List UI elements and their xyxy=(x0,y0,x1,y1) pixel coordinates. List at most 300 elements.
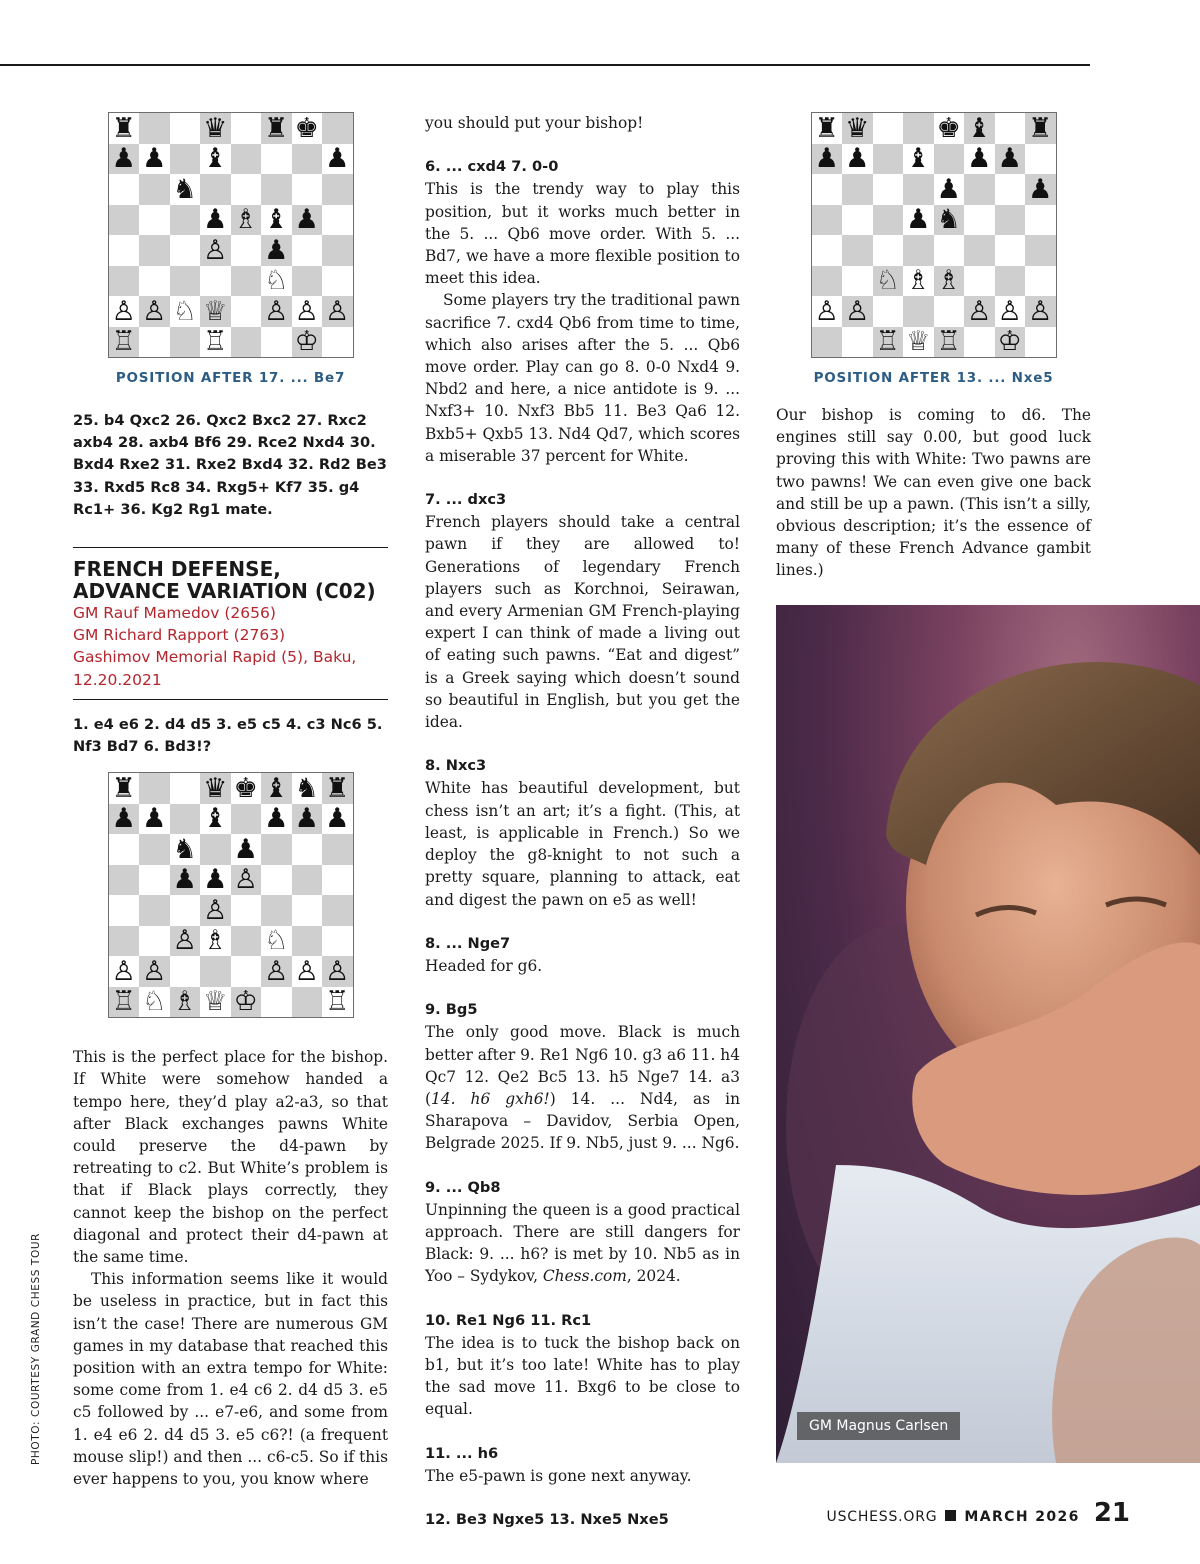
black-queen-icon: ♛ xyxy=(203,112,228,144)
board-square xyxy=(231,174,262,205)
board-square xyxy=(261,174,292,205)
board-square xyxy=(139,956,170,987)
board-square xyxy=(261,113,292,144)
board-square xyxy=(261,296,292,327)
board-square xyxy=(995,113,1026,144)
board-square xyxy=(109,773,140,804)
board-square xyxy=(322,327,353,358)
board-square xyxy=(995,235,1026,266)
board-square xyxy=(292,834,323,865)
board-square xyxy=(200,174,231,205)
text-run: The only good move. Black is much better after 9. Re1 Ng6 10. g3 a6 11. h4 Qc7 12. Qe2 Bc5 13. h5 Nge7 14. a3 ( xyxy=(425,1023,740,1108)
board-square xyxy=(170,956,201,987)
board-square xyxy=(170,205,201,236)
board-square xyxy=(139,895,170,926)
board-square xyxy=(934,174,965,205)
board-square xyxy=(200,296,231,327)
paragraph: This information seems like it would be useless in practice, but in fact this isn’t the case! There are numerous GM games in my database that reached this position with an extra tempo for White: some come from 1. e4 c6 2. d4 d5 3. e5 c5 followed by ... e7-e6, and some from 1. e4 e6 2. d4 d5 3. e5 c6?! (a frequent mouse slip!) and then ... c6-c5. So if this ever happens to you, you know where xyxy=(73,1270,388,1489)
black-pawn-icon: ♟ xyxy=(325,143,350,175)
board-square xyxy=(903,113,934,144)
black-bishop-icon: ♝ xyxy=(967,112,992,144)
text-run: Unpinning the queen is a good practical approach. There are still dangers for Black: 9. ... h6? is met by 10. Nb5 as in Yoo – Sydykov, xyxy=(425,1200,740,1286)
board-square xyxy=(261,205,292,236)
white-pawn-icon: ♙ xyxy=(997,295,1022,327)
board-square xyxy=(109,235,140,266)
board-square xyxy=(231,956,262,987)
text-run: , 2024. xyxy=(626,1267,681,1286)
board-square xyxy=(200,235,231,266)
board-square xyxy=(139,834,170,865)
board-square xyxy=(170,895,201,926)
white-pawn-icon: ♙ xyxy=(111,955,136,987)
board-square xyxy=(873,266,904,297)
board-square xyxy=(170,773,201,804)
white-pawn-icon: ♙ xyxy=(845,295,870,327)
black-rook-icon: ♜ xyxy=(111,112,136,144)
board-square xyxy=(231,113,262,144)
board-square xyxy=(842,296,873,327)
paragraph: Our bishop is coming to d6. The engines still say 0.00, but good luck proving this with White: Two pawns are two pawns! We can even give one back and still be up a pawn. (This isn’t a silly, obvious description; it’s the essence of many of these French Advance gambit lines.) xyxy=(776,406,1091,580)
board-square xyxy=(322,205,353,236)
board-square xyxy=(292,266,323,297)
board-square xyxy=(200,113,231,144)
board-square xyxy=(109,895,140,926)
black-pawn-icon: ♟ xyxy=(294,204,319,236)
board-square xyxy=(873,205,904,236)
board-square xyxy=(322,956,353,987)
paragraph: The e5-pawn is gone next anyway. xyxy=(425,1466,692,1485)
board-square xyxy=(231,296,262,327)
board-square xyxy=(170,144,201,175)
board-square xyxy=(842,174,873,205)
board-square xyxy=(812,235,843,266)
board-square xyxy=(200,266,231,297)
white-king-icon: ♔ xyxy=(233,986,258,1018)
board-square xyxy=(200,327,231,358)
board-square xyxy=(322,266,353,297)
board-square xyxy=(109,865,140,896)
board-square xyxy=(109,113,140,144)
board-square xyxy=(292,174,323,205)
board-square xyxy=(322,834,353,865)
black-pawn-icon: ♟ xyxy=(172,864,197,896)
board-square xyxy=(964,205,995,236)
board-square xyxy=(964,113,995,144)
board-square xyxy=(139,327,170,358)
white-bishop-icon: ♗ xyxy=(203,925,228,957)
white-pawn-icon: ♙ xyxy=(233,864,258,896)
board-square xyxy=(873,174,904,205)
board-square xyxy=(109,956,140,987)
board-square xyxy=(109,987,140,1018)
white-rook-icon: ♖ xyxy=(875,326,900,358)
header-rule xyxy=(0,64,1090,66)
photo-caption: GM Magnus Carlsen xyxy=(797,1412,960,1440)
board-square xyxy=(1025,327,1056,358)
board-square xyxy=(261,926,292,957)
white-pawn-icon: ♙ xyxy=(1028,295,1053,327)
diagram-1 xyxy=(108,112,354,388)
board-square xyxy=(903,235,934,266)
white-rook-icon: ♖ xyxy=(111,326,136,358)
black-bishop-icon: ♝ xyxy=(203,803,228,835)
white-pawn-icon: ♙ xyxy=(294,955,319,987)
black-knight-icon: ♞ xyxy=(936,204,961,236)
board-square xyxy=(261,895,292,926)
white-pawn-icon: ♙ xyxy=(325,295,350,327)
board-square xyxy=(261,266,292,297)
board-square xyxy=(170,987,201,1018)
board-square xyxy=(200,865,231,896)
white-pawn-icon: ♙ xyxy=(203,234,228,266)
board-square xyxy=(812,144,843,175)
board-square xyxy=(139,174,170,205)
board-square xyxy=(109,834,140,865)
white-knight-icon: ♘ xyxy=(264,925,289,957)
black-pawn-icon: ♟ xyxy=(325,803,350,835)
white-pawn-icon: ♙ xyxy=(203,894,228,926)
black-king-icon: ♚ xyxy=(936,112,961,144)
black-knight-icon: ♞ xyxy=(172,833,197,865)
board-square xyxy=(292,205,323,236)
board-square xyxy=(170,327,201,358)
board-square xyxy=(322,144,353,175)
black-queen-icon: ♛ xyxy=(203,772,228,804)
white-pawn-icon: ♙ xyxy=(142,955,167,987)
board-square xyxy=(231,327,262,358)
paragraph: Some players try the traditional pawn sacrifice 7. cxd4 Qb6 from time to time, which also arises after the 5. ... Qb6 move order. Play can go 8. 0-0 Nxd4 9. Nbd2 and here, a nice antidote is 9. ... Nxf3+ 10. Nxf3 Bb5 11. Be3 Qa6 12. Bxb5+ Qxb5 13. Nd4 Qd7, which scores a miserable 37 percent for White. xyxy=(425,291,740,465)
chess-board-3 xyxy=(811,112,1057,358)
white-bishop-icon: ♗ xyxy=(233,204,258,236)
board-square xyxy=(261,773,292,804)
chess-board-2 xyxy=(108,772,354,1018)
black-bishop-icon: ♝ xyxy=(264,772,289,804)
black-pawn-icon: ♟ xyxy=(814,143,839,175)
board-square xyxy=(170,926,201,957)
move-heading: 8. ... Nge7 xyxy=(425,934,511,952)
paragraph: The idea is to tuck the bishop back on b1, but it’s too late! White has to play the sad move 11. Bxg6 to be close to equal. xyxy=(425,1333,740,1419)
board-square xyxy=(812,266,843,297)
board-square xyxy=(200,987,231,1018)
board-square xyxy=(261,987,292,1018)
board-square xyxy=(842,327,873,358)
white-queen-icon: ♕ xyxy=(203,295,228,327)
board-square xyxy=(170,174,201,205)
board-square xyxy=(200,834,231,865)
footer-square-icon xyxy=(945,1510,956,1521)
white-knight-icon: ♘ xyxy=(172,295,197,327)
photo-credit: PHOTO: COURTESY GRAND CHESS TOUR xyxy=(30,1233,42,1465)
board-square xyxy=(964,296,995,327)
board-square xyxy=(1025,296,1056,327)
board-square xyxy=(1025,235,1056,266)
black-pawn-icon: ♟ xyxy=(142,143,167,175)
board-square xyxy=(139,926,170,957)
board-square xyxy=(1025,144,1056,175)
board-square xyxy=(934,144,965,175)
board-square xyxy=(200,895,231,926)
white-pawn-icon: ♙ xyxy=(264,955,289,987)
board-square xyxy=(964,327,995,358)
board-square xyxy=(139,266,170,297)
board-square xyxy=(322,865,353,896)
board-square xyxy=(170,235,201,266)
board-square xyxy=(322,987,353,1018)
board-square xyxy=(842,235,873,266)
board-square xyxy=(109,266,140,297)
board-square xyxy=(231,834,262,865)
board-square xyxy=(322,773,353,804)
player-photo xyxy=(776,605,1200,1463)
board-square xyxy=(231,804,262,835)
board-square xyxy=(231,895,262,926)
board-square xyxy=(934,113,965,144)
board-square xyxy=(995,327,1026,358)
board-square xyxy=(139,205,170,236)
diagram-3 xyxy=(811,112,1057,388)
board-square xyxy=(842,144,873,175)
black-rook-icon: ♜ xyxy=(325,772,350,804)
footer-site: USCHESS.ORG xyxy=(826,1509,938,1525)
board-square xyxy=(1025,174,1056,205)
board-square xyxy=(231,926,262,957)
board-square xyxy=(292,113,323,144)
black-rook-icon: ♜ xyxy=(264,112,289,144)
black-pawn-icon: ♟ xyxy=(203,864,228,896)
black-pawn-icon: ♟ xyxy=(203,204,228,236)
board-square xyxy=(995,174,1026,205)
black-pawn-icon: ♟ xyxy=(845,143,870,175)
black-player: GM Richard Rapport (2763) xyxy=(73,626,286,645)
text-run: ) 14. ... Nd4, as in Sharapova – Davidov, Serbia Open, Belgrade 2025. If 9. Nb5, just 9. ... Ng6. xyxy=(425,1089,741,1153)
black-pawn-icon: ♟ xyxy=(294,803,319,835)
board-square xyxy=(292,773,323,804)
board-square xyxy=(109,926,140,957)
board-square xyxy=(200,956,231,987)
white-pawn-icon: ♙ xyxy=(264,295,289,327)
diagram-caption-1: POSITION AFTER 17. ... Be7 xyxy=(115,370,346,386)
board-square xyxy=(231,144,262,175)
board-square xyxy=(170,804,201,835)
board-square xyxy=(873,327,904,358)
white-player: GM Rauf Mamedov (2656) xyxy=(73,604,276,623)
board-square xyxy=(292,327,323,358)
board-square xyxy=(292,144,323,175)
column-1 xyxy=(73,112,388,1490)
black-pawn-icon: ♟ xyxy=(111,143,136,175)
black-king-icon: ♚ xyxy=(233,772,258,804)
paragraph: you should put your bishop! xyxy=(425,114,644,132)
board-square xyxy=(292,235,323,266)
board-square xyxy=(139,235,170,266)
white-rook-icon: ♖ xyxy=(203,326,228,358)
board-square xyxy=(873,296,904,327)
black-pawn-icon: ♟ xyxy=(967,143,992,175)
board-square xyxy=(261,834,292,865)
board-square xyxy=(139,144,170,175)
board-square xyxy=(200,804,231,835)
board-square xyxy=(231,205,262,236)
diagram-2 xyxy=(108,772,354,1018)
board-square xyxy=(1025,205,1056,236)
black-pawn-icon: ♟ xyxy=(906,204,931,236)
board-square xyxy=(812,327,843,358)
board-square xyxy=(261,235,292,266)
move-heading: 10. Re1 Ng6 11. Rc1 xyxy=(425,1311,592,1329)
board-square xyxy=(964,174,995,205)
board-square xyxy=(170,296,201,327)
board-square xyxy=(903,174,934,205)
board-square xyxy=(231,865,262,896)
board-square xyxy=(109,205,140,236)
white-knight-icon: ♘ xyxy=(875,265,900,297)
board-square xyxy=(903,296,934,327)
board-square xyxy=(322,296,353,327)
paragraph xyxy=(425,1021,740,1154)
board-square xyxy=(139,987,170,1018)
footer-month: MARCH 2026 xyxy=(964,1509,1080,1525)
black-bishop-icon: ♝ xyxy=(906,143,931,175)
black-bishop-icon: ♝ xyxy=(264,204,289,236)
move-heading: 9. ... Qb8 xyxy=(425,1178,501,1196)
board-square xyxy=(109,327,140,358)
paragraph: Headed for g6. xyxy=(425,956,543,975)
board-square xyxy=(934,296,965,327)
black-king-icon: ♚ xyxy=(294,112,319,144)
black-pawn-icon: ♟ xyxy=(1028,173,1053,205)
board-square xyxy=(964,235,995,266)
board-square xyxy=(903,327,934,358)
board-square xyxy=(995,296,1026,327)
board-square xyxy=(873,113,904,144)
board-square xyxy=(322,174,353,205)
board-square xyxy=(109,144,140,175)
board-square xyxy=(812,296,843,327)
black-pawn-icon: ♟ xyxy=(997,143,1022,175)
board-square xyxy=(292,956,323,987)
board-square xyxy=(322,926,353,957)
board-square xyxy=(292,987,323,1018)
board-square xyxy=(231,987,262,1018)
board-square xyxy=(109,296,140,327)
white-pawn-icon: ♙ xyxy=(814,295,839,327)
board-square xyxy=(812,113,843,144)
board-square xyxy=(322,113,353,144)
paragraph xyxy=(425,1199,740,1288)
board-square xyxy=(200,144,231,175)
black-bishop-icon: ♝ xyxy=(203,143,228,175)
board-square xyxy=(261,144,292,175)
board-square xyxy=(842,205,873,236)
board-square xyxy=(139,296,170,327)
paragraph: French players should take a central pawn if they are allowed to! Generations of legendary French players such as Korchnoi, Seirawan, and every Armenian GM French-playing expert I can think of made a living out of eating such pawns. “Eat and digest” is a Greek saying which doesn’t sound so beautiful in English, but you get the idea. xyxy=(425,513,740,732)
white-rook-icon: ♖ xyxy=(111,986,136,1018)
board-square xyxy=(322,804,353,835)
paragraph: White has beautiful development, but chess isn’t an art; it’s a fight. (This, at least, is applicable in French.) So we deploy the g8-knight to not such a pretty square, planning to attack, eat and digest the pawn on e5 as well! xyxy=(425,779,740,909)
board-square xyxy=(995,266,1026,297)
white-bishop-icon: ♗ xyxy=(172,986,197,1018)
board-square xyxy=(139,113,170,144)
board-square xyxy=(170,865,201,896)
white-rook-icon: ♖ xyxy=(325,986,350,1018)
column-3 xyxy=(776,112,1091,582)
page-footer xyxy=(827,1498,1130,1528)
board-square xyxy=(873,144,904,175)
move-heading: 11. ... h6 xyxy=(425,1444,499,1462)
board-square xyxy=(903,144,934,175)
black-pawn-icon: ♟ xyxy=(142,803,167,835)
move-heading: 8. Nxc3 xyxy=(425,757,487,775)
board-square xyxy=(231,235,262,266)
white-pawn-icon: ♙ xyxy=(325,955,350,987)
portrait-illustration xyxy=(776,605,1200,1463)
board-square xyxy=(964,144,995,175)
white-bishop-icon: ♗ xyxy=(906,265,931,297)
board-square xyxy=(903,266,934,297)
board-square xyxy=(995,144,1026,175)
board-square xyxy=(292,926,323,957)
board-square xyxy=(842,113,873,144)
game-title: FRENCH DEFENSE, ADVANCE VARIATION (C02) xyxy=(73,557,376,604)
board-square xyxy=(292,804,323,835)
board-square xyxy=(995,205,1026,236)
board-square xyxy=(842,266,873,297)
black-knight-icon: ♞ xyxy=(172,173,197,205)
board-square xyxy=(109,174,140,205)
white-king-icon: ♔ xyxy=(997,326,1022,358)
italic-variation: 14. h6 gxh6! xyxy=(431,1089,550,1108)
board-square xyxy=(231,266,262,297)
white-pawn-icon: ♙ xyxy=(967,295,992,327)
board-square xyxy=(934,327,965,358)
board-square xyxy=(934,205,965,236)
board-square xyxy=(1025,266,1056,297)
move-heading: 7. ... dxc3 xyxy=(425,491,507,509)
board-square xyxy=(964,266,995,297)
black-knight-icon: ♞ xyxy=(294,772,319,804)
board-square xyxy=(934,235,965,266)
column-2 xyxy=(425,112,740,1531)
board-square xyxy=(322,895,353,926)
board-square xyxy=(873,235,904,266)
board-square xyxy=(1025,113,1056,144)
board-square xyxy=(322,235,353,266)
white-bishop-icon: ♗ xyxy=(936,265,961,297)
diagram-caption-3: POSITION AFTER 13. ... Nxe5 xyxy=(813,370,1054,386)
board-square xyxy=(170,834,201,865)
white-knight-icon: ♘ xyxy=(264,265,289,297)
board-square xyxy=(292,865,323,896)
white-king-icon: ♔ xyxy=(294,326,319,358)
board-square xyxy=(200,205,231,236)
board-square xyxy=(231,773,262,804)
paragraph: This is the trendy way to play this position, but it works much better in the 5. ... Qb6 move order. With 5. ... Bd7, we have a more flexible position to meet this idea. xyxy=(425,180,740,288)
board-square xyxy=(139,804,170,835)
white-rook-icon: ♖ xyxy=(936,326,961,358)
white-knight-icon: ♘ xyxy=(142,986,167,1018)
board-square xyxy=(934,266,965,297)
page-number: 21 xyxy=(1093,1498,1130,1528)
black-pawn-icon: ♟ xyxy=(264,234,289,266)
board-square xyxy=(812,174,843,205)
opening-moves: 1. e4 e6 2. d4 d5 3. e5 c5 4. c3 Nc6 5. Nf3 Bd7 6. Bd3!? xyxy=(73,715,383,756)
board-square xyxy=(261,327,292,358)
chess-board-1 xyxy=(108,112,354,358)
black-queen-icon: ♛ xyxy=(845,112,870,144)
move-heading: 6. ... cxd4 7. 0-0 xyxy=(425,158,559,176)
board-square xyxy=(139,773,170,804)
board-square xyxy=(170,113,201,144)
